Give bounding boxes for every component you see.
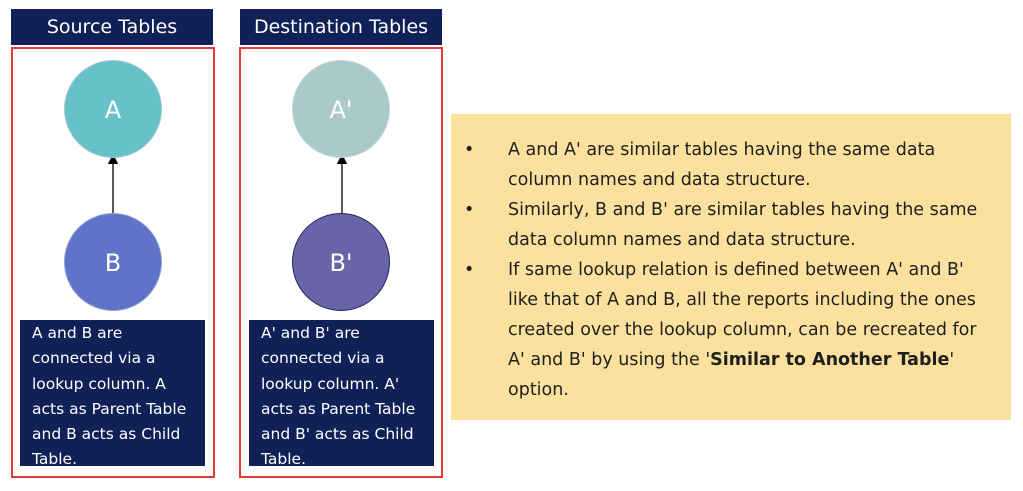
- note-item-3: [451, 255, 1011, 405]
- node-b: B: [64, 213, 162, 311]
- node-a: A: [64, 60, 162, 158]
- node-a-prime: A': [292, 60, 390, 158]
- option-name: Similar to Another Table: [710, 350, 950, 370]
- bullet-icon: •: [464, 200, 475, 220]
- explanation-note: [451, 114, 1011, 420]
- note-list: [451, 135, 1011, 405]
- bullet-icon: •: [464, 260, 475, 280]
- node-b-prime: B': [292, 213, 390, 311]
- note-item-text: A and A' are similar tables having the same data column names and data structure.: [508, 140, 936, 190]
- destination-description: A' and B' are connected via a lookup column. A' acts as Parent Table and B' acts as Child Table.: [249, 320, 434, 466]
- note-item-1: [451, 135, 1011, 195]
- note-item-text-before: If same lookup relation is defined between A' and B' like that of A and B, all the reports including the ones created over the lookup column, can be recreated for A' and B' by using the ': [508, 260, 977, 370]
- note-item-2: [451, 195, 1011, 255]
- destination-tables-header: Destination Tables: [240, 9, 442, 45]
- note-item-text-after: ' option.: [508, 350, 955, 400]
- source-description: A and B are connected via a lookup column. A acts as Parent Table and B acts as Child Table.: [20, 320, 205, 466]
- note-item-text: Similarly, B and B' are similar tables having the same data column names and data structure.: [508, 200, 978, 250]
- bullet-icon: •: [464, 140, 475, 160]
- source-tables-header: Source Tables: [11, 9, 213, 45]
